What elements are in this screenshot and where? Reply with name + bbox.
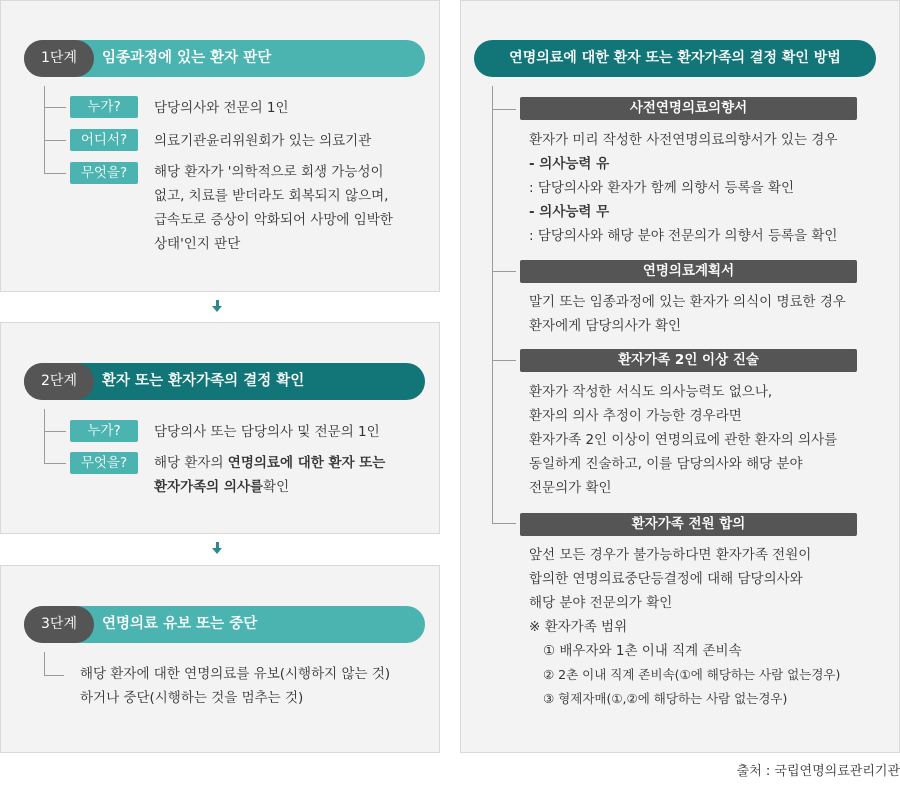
step1-branch	[44, 107, 66, 108]
step1-where-text: 의료기관윤리위원회가 있는 의료기관	[154, 133, 372, 149]
method-line: : 담당의사와 환자가 함께 의향서 등록을 확인	[529, 180, 795, 196]
method-family-consensus-label: 환자가족 전원 합의	[520, 513, 857, 536]
method-line: 앞선 모든 경우가 불가능하다면 환자가족 전원이	[529, 547, 812, 563]
step1-what-tag: 무엇을?	[70, 162, 138, 184]
method-care-plan-text	[529, 290, 846, 338]
method-line: ② 2촌 이내 직계 존비속(①에 해당하는 사람 없는경우)	[543, 667, 841, 682]
method-line: ※ 환자가족 범위	[529, 619, 628, 635]
step1-who-tag: 누가?	[70, 96, 138, 118]
method-line: 해당 분야 전문의가 확인	[529, 595, 673, 611]
step2-branch	[44, 463, 66, 464]
source-caption: 출처 : 국립연명의료관리기관	[736, 764, 900, 779]
step1-pill: 1단계	[24, 40, 94, 77]
step3-title: 연명의료 유보 또는 중단	[102, 616, 258, 632]
method-line: - 의사능력 유	[529, 156, 610, 172]
method-line: 동일하게 진술하고, 이를 담당의사와 해당 분야	[529, 456, 803, 472]
step2-header	[24, 363, 425, 400]
step2-what-bold: 연명의료에 대한 환자 또는	[227, 455, 386, 471]
method-family-statement-label: 환자가족 2인 이상 진술	[520, 349, 857, 372]
step1-who-text: 담당의사와 전문의 1인	[154, 100, 289, 116]
method-advance-directive-label: 사전연명의료의향서	[520, 97, 857, 120]
step1-tree-line	[44, 86, 45, 174]
step3-text	[80, 662, 390, 710]
methods-tree-line	[492, 86, 493, 524]
method-line: 환자가 작성한 서식도 의사능력도 없으나,	[529, 384, 773, 400]
step2-what-bold: 환자가족의 의사를	[154, 479, 264, 495]
step2-branch	[44, 431, 66, 432]
step2-who-tag: 누가?	[70, 420, 138, 442]
methods-branch	[492, 109, 516, 110]
step3-line: 하거나 중단(시행하는 것을 멈추는 것)	[80, 690, 304, 706]
method-line: 합의한 연명의료중단등결정에 대해 담당의사와	[529, 571, 803, 587]
method-family-statement-text	[529, 380, 837, 500]
step2-who-text: 담당의사 또는 담당의사 및 전문의 1인	[154, 424, 380, 440]
step2-what-suffix: 확인	[263, 479, 290, 495]
step1-branch	[44, 173, 66, 174]
arrow-down-icon	[212, 548, 222, 554]
method-line: 환자가 미리 작성한 사전연명의료의향서가 있는 경우	[529, 132, 838, 148]
method-line: - 의사능력 무	[529, 204, 610, 220]
step3-line: 해당 환자에 대한 연명의료를 유보(시행하지 않는 것)	[80, 666, 391, 682]
step1-what-line: 없고, 치료를 받더라도 회복되지 않으며,	[154, 188, 389, 204]
method-line: ③ 형제자매(①,②에 해당하는 사람 없는경우)	[543, 691, 788, 706]
step2-pill: 2단계	[24, 363, 94, 400]
step3-branch	[44, 675, 64, 676]
step1-title: 임종과정에 있는 환자 판단	[102, 50, 272, 66]
step3-panel	[0, 565, 440, 753]
method-line: 환자가족 2인 이상이 연명의료에 관한 환자의 의사를	[529, 432, 838, 448]
step2-what-prefix: 해당 환자의	[154, 455, 228, 471]
method-advance-directive-text	[529, 128, 837, 248]
step2-what-tag: 무엇을?	[70, 452, 138, 474]
step2-title: 환자 또는 환자가족의 결정 확인	[102, 373, 305, 389]
arrow-down-icon	[212, 306, 222, 312]
step1-what-line: 급속도로 증상이 악화되어 사망에 임박한	[154, 212, 393, 228]
step3-header	[24, 606, 425, 643]
step3-tree-line	[44, 652, 45, 676]
method-line: 전문의가 확인	[529, 480, 612, 496]
step1-branch	[44, 140, 66, 141]
method-line: : 담당의사와 해당 분야 전문의가 의향서 등록을 확인	[529, 228, 838, 244]
method-line: 말기 또는 임종과정에 있는 환자가 의식이 명료한 경우	[529, 294, 846, 310]
step1-what-line: 해당 환자가 '의학적으로 회생 가능성이	[154, 164, 384, 180]
methods-title: 연명의료에 대한 환자 또는 환자가족의 결정 확인 방법	[474, 40, 876, 77]
step3-pill: 3단계	[24, 606, 94, 643]
method-line: 환자에게 담당의사가 확인	[529, 318, 682, 334]
method-care-plan-label: 연명의료계획서	[520, 260, 857, 283]
method-family-consensus-text	[529, 543, 840, 711]
step1-header	[24, 40, 425, 77]
step1-what-line: 상태'인지 판단	[154, 236, 241, 252]
methods-branch	[492, 523, 516, 524]
step2-tree-line	[44, 409, 45, 463]
methods-branch	[492, 271, 516, 272]
method-line: 환자의 의사 추정이 가능한 경우라면	[529, 408, 742, 424]
step1-what-text	[154, 160, 393, 256]
step2-what-text	[154, 451, 385, 499]
step1-where-tag: 어디서?	[70, 129, 138, 151]
method-line: ① 배우자와 1촌 이내 직계 존비속	[543, 643, 742, 659]
methods-branch	[492, 360, 516, 361]
